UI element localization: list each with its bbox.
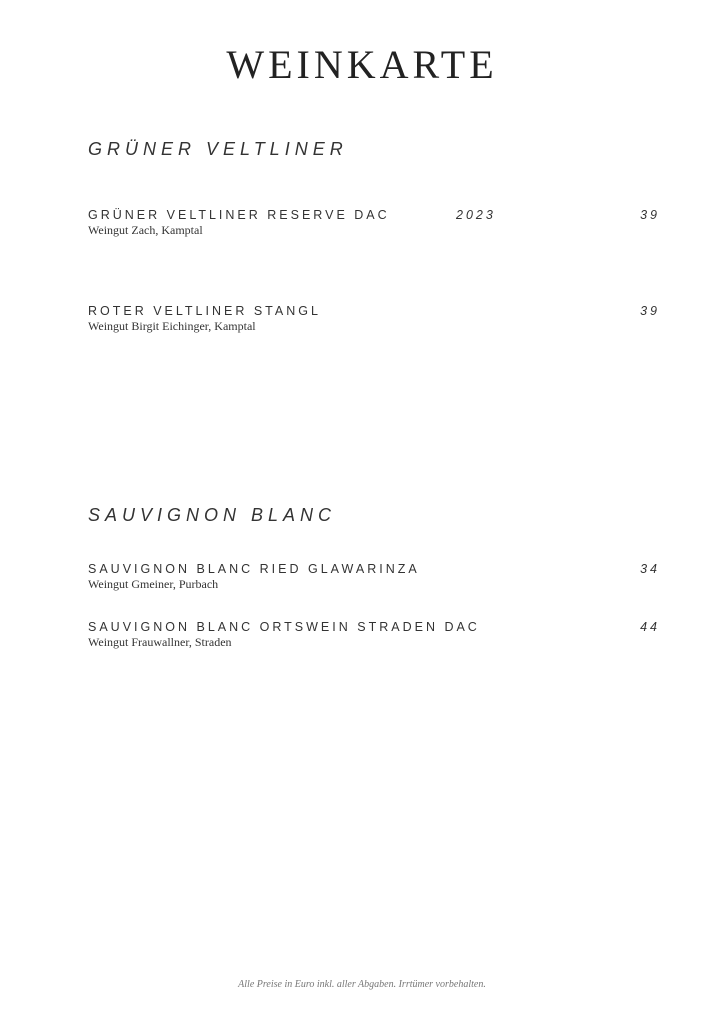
wine-entry [88,562,660,598]
wine-name: SAUVIGNON BLANC RIED GLAWARINZA [88,562,420,576]
wine-price: 34 [640,562,660,576]
footer-note: Alle Preise in Euro inkl. aller Abgaben. Irrtümer vorbehalten. [238,979,486,990]
wine-producer: Weingut Birgit Eichinger, Kamptal [88,319,256,333]
wine-entry [88,208,660,244]
wine-price: 39 [640,304,660,318]
section-heading-sauvignon-blanc: SAUVIGNON BLANC [88,505,337,525]
wine-name: ROTER VELTLINER STANGL [88,304,321,318]
wine-price: 44 [640,620,660,634]
wine-name: GRÜNER VELTLINER RESERVE DAC [88,208,390,222]
section-heading-gruener-veltliner: GRÜNER VELTLINER [88,139,348,159]
wine-producer: Weingut Gmeiner, Purbach [88,577,219,591]
wine-entry [88,620,660,656]
wine-producer: Weingut Zach, Kamptal [88,223,203,237]
wine-year: 2023 [456,208,496,222]
wine-producer: Weingut Frauwallner, Straden [88,635,232,649]
page-title: WEINKARTE [226,42,498,87]
wine-price: 39 [640,208,660,222]
wine-entry [88,304,660,340]
wine-name: SAUVIGNON BLANC ORTSWEIN STRADEN DAC [88,620,480,634]
